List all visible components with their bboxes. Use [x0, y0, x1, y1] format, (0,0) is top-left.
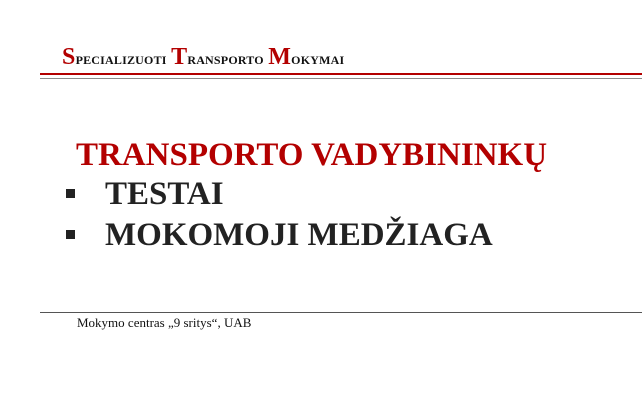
square-bullet-icon: [66, 230, 75, 239]
header-divider-red: [40, 73, 642, 75]
footer-divider: [40, 312, 642, 313]
list-item-label: MOKOMOJI MEDŽIAGA: [105, 217, 493, 253]
square-bullet-icon: [66, 189, 75, 198]
header-title-word-2: ransporto: [187, 49, 264, 68]
header-title-word-1: pecializuoti: [75, 49, 167, 68]
header-title-initial-1: S: [62, 44, 76, 70]
main-heading: TRANSPORTO VADYBININKŲ: [76, 137, 548, 173]
header-divider-gray: [40, 78, 642, 79]
header-title-initial-3: M: [268, 44, 292, 70]
header-title: [62, 44, 344, 71]
footer-text: Mokymo centras „9 sritys“, UAB: [77, 315, 252, 330]
header-title-initial-2: T: [171, 44, 188, 70]
list-item-label: TESTAI: [105, 176, 224, 212]
header-title-word-3: okymai: [291, 49, 345, 68]
